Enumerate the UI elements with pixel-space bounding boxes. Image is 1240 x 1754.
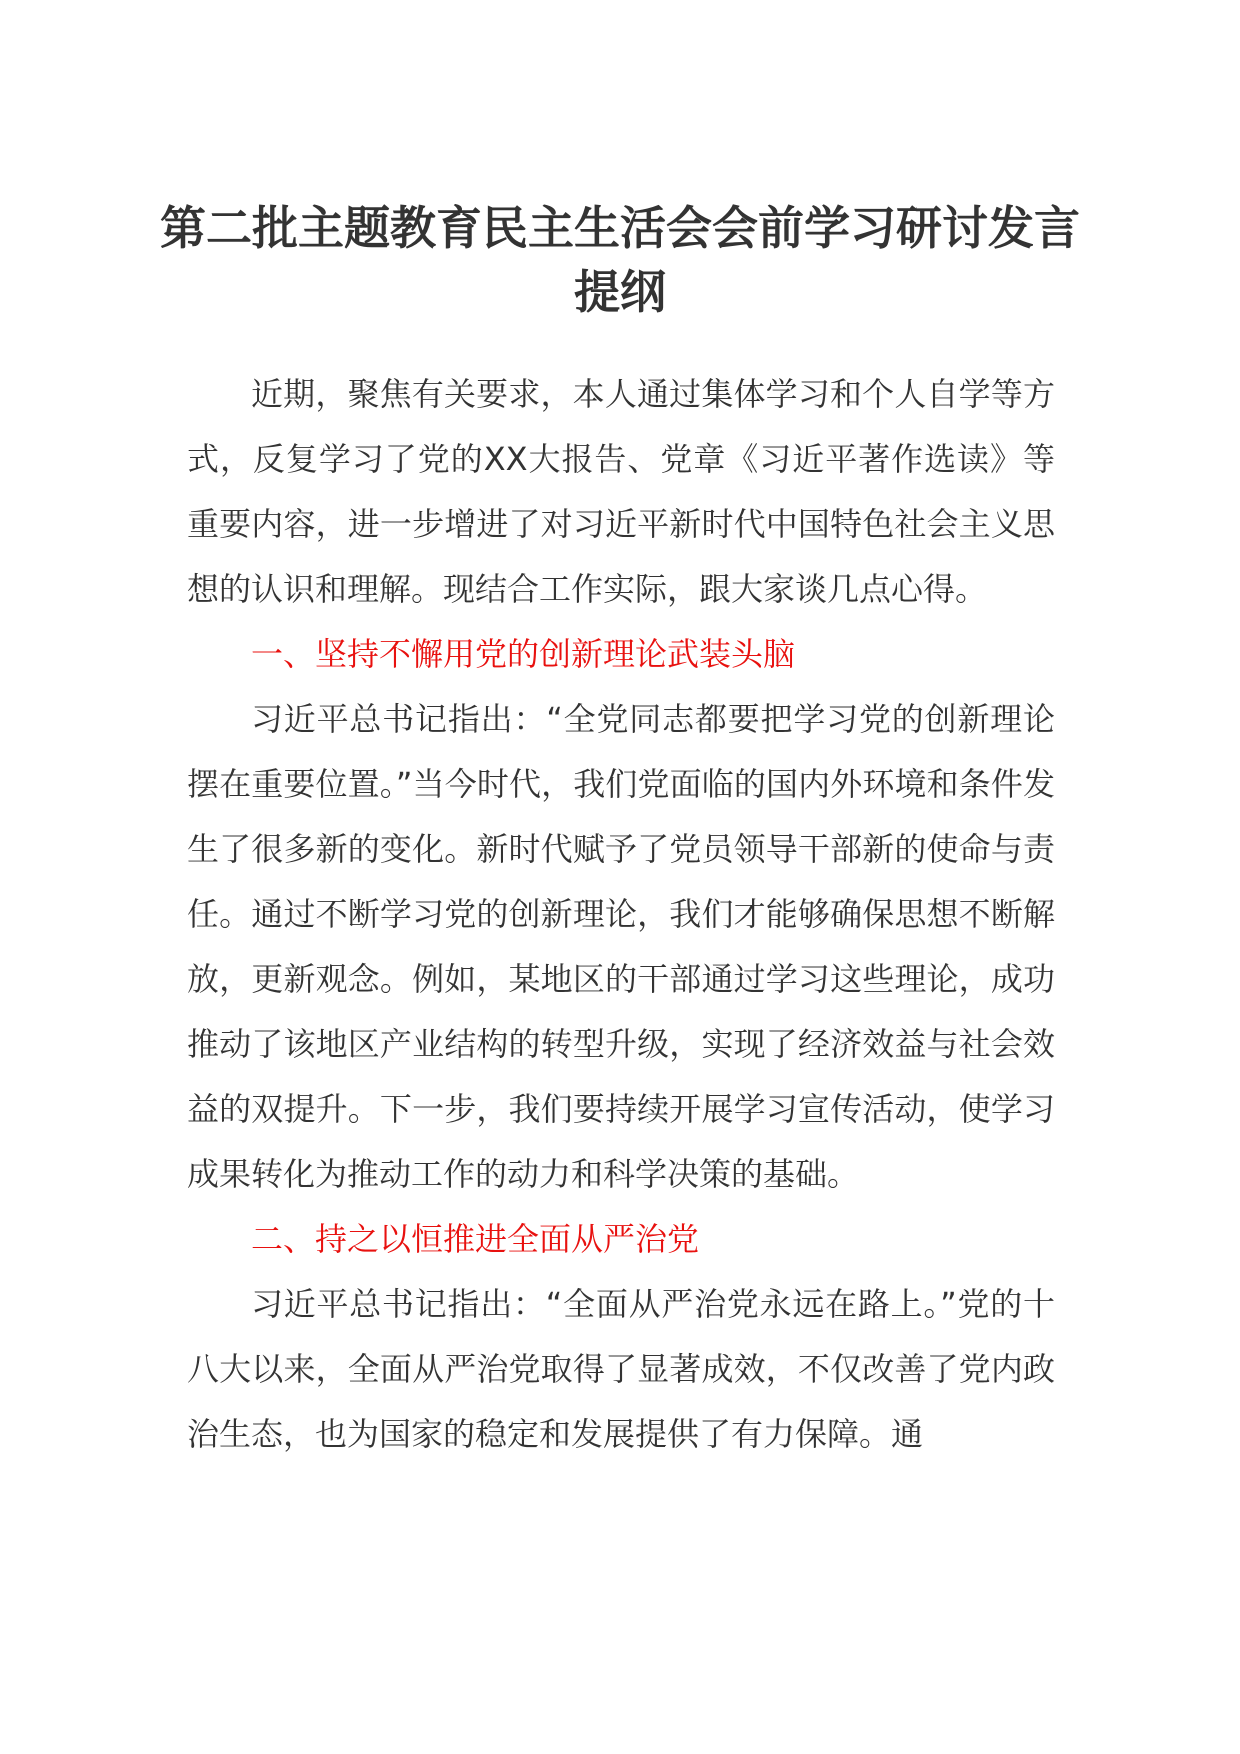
intro-paragraph: 近期，聚焦有关要求，本人通过集体学习和个人自学等方式，反复学习了党的XX大报告、党章《习近平著作选读》等重要内容，进一步增进了对习近平新时代中国特色社会主义思想的认识和理解。现结合工作实际，跟大家谈几点心得。 [187,375,1055,608]
section-1-paragraph: 习近平总书记指出：“全党同志都要把学习党的创新理论摆在重要位置。”当今时代，我们党面临的国内外环境和条件发生了很多新的变化。新时代赋予了党员领导干部新的使命与责任。通过不断学习党的创新理论，我们才能够确保思想不断解放，更新观念。例如，某地区的干部通过学习这些理论，成功推动了该地区产业结构的转型升级，实现了经济效益与社会效益的双提升。下一步，我们要持续开展学习宣传活动，使学习成果转化为推动工作的动力和科学决策的基础。 [187,700,1055,1193]
document-title: 第二批主题教育民主生活会会前学习研讨发言提纲 [160,201,1080,319]
section-2-paragraph: 习近平总书记指出：“全面从严治党永远在路上。”党的十八大以来，全面从严治党取得了显著成效，不仅改善了党内政治生态，也为国家的稳定和发展提供了有力保障。通 [187,1285,1055,1453]
section-heading-1: 一、坚持不懈用党的创新理论武装头脑 [251,635,796,673]
section-heading-2: 二、持之以恒推进全面从严治党 [251,1220,700,1258]
document-body [187,362,1055,1467]
